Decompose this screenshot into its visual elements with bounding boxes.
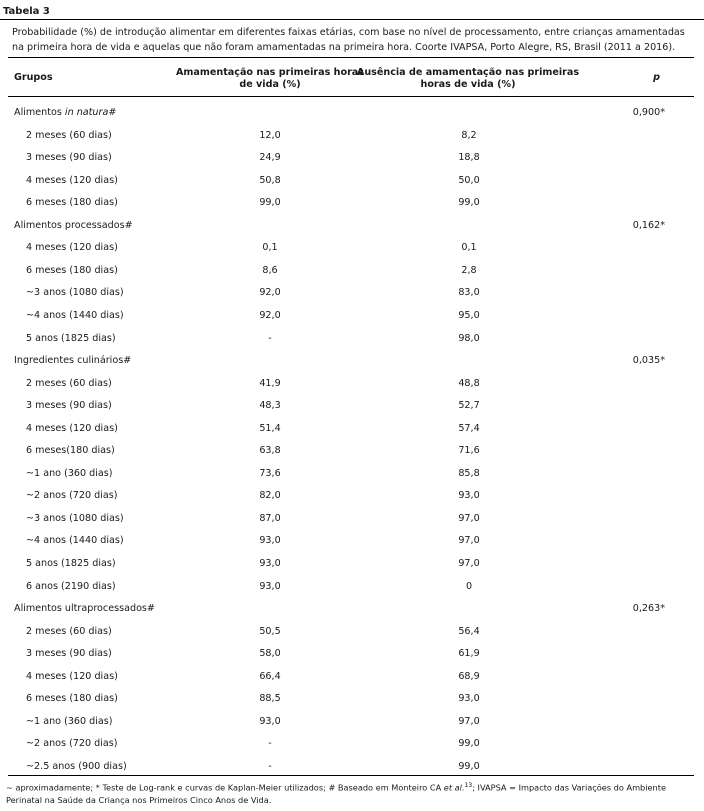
cell-breastfed: 12,0 (259, 129, 281, 141)
row-label: 6 meses(180 dias) (26, 445, 115, 457)
group-row (0, 603, 704, 626)
cell-breastfed: 82,0 (259, 490, 281, 502)
cell-not-breastfed: 98,0 (458, 332, 480, 344)
cell-breastfed: - (268, 332, 272, 344)
row-label: 4 meses (120 dias) (26, 174, 118, 186)
group-row (0, 220, 704, 243)
row-label: ~2 anos (720 dias) (26, 738, 118, 750)
footnote (6, 780, 696, 806)
cell-not-breastfed: 0,1 (461, 242, 477, 254)
table-row (0, 333, 704, 356)
header-grupos: Grupos (14, 72, 53, 83)
table-row (0, 423, 704, 446)
table-row (0, 445, 704, 468)
cell-not-breastfed: 95,0 (458, 309, 480, 321)
cell-p-value: 0,035* (632, 355, 665, 367)
cell-not-breastfed: 52,7 (458, 400, 480, 412)
cell-not-breastfed: 71,6 (458, 445, 480, 457)
cell-not-breastfed: 18,8 (458, 152, 480, 164)
row-label: 4 meses (120 dias) (26, 242, 118, 254)
row-label: 3 meses (90 dias) (26, 648, 112, 660)
table-row (0, 738, 704, 761)
header-p: p (653, 72, 660, 83)
header-col-b-line2: horas de vida (%) (420, 79, 516, 90)
table-caption: Probabilidade (%) de introdução alimentar em diferentes faixas etárias, com base no nível de processamento, entre crianças amamentadas na primeira hora de vida e aquelas que não foram amamentadas na primeira hora. Coorte IVAPSA, Porto Alegre, RS, Brasil (2011 a 2016). (12, 27, 685, 53)
row-label: ~3 anos (1080 dias) (26, 512, 124, 524)
group-label: Ingredientes culinários# (14, 355, 132, 367)
cell-not-breastfed: 99,0 (458, 738, 480, 750)
cell-p-value: 0,162* (632, 219, 665, 231)
table-row (0, 197, 704, 220)
cell-not-breastfed: 99,0 (458, 760, 480, 772)
table-row (0, 242, 704, 265)
cell-breastfed: 73,6 (259, 467, 281, 479)
group-label (14, 107, 116, 118)
cell-not-breastfed: 56,4 (458, 625, 480, 637)
cell-breastfed: - (268, 760, 272, 772)
table-row (0, 265, 704, 288)
header-col-b (348, 67, 588, 91)
group-row (0, 107, 704, 130)
cell-not-breastfed: 0 (465, 580, 473, 592)
cell-breastfed: 93,0 (259, 535, 281, 547)
cell-breastfed: 63,8 (259, 445, 281, 457)
group-label-suffix: # (108, 107, 117, 118)
cell-not-breastfed: 2,8 (461, 264, 477, 276)
cell-not-breastfed: 57,4 (458, 422, 480, 434)
group-label: Alimentos processados# (14, 219, 133, 231)
cell-not-breastfed: 61,9 (458, 648, 480, 660)
row-label: ~2.5 anos (900 dias) (26, 760, 127, 772)
cell-breastfed: 66,4 (259, 670, 281, 682)
row-label: ~1 ano (360 dias) (26, 467, 113, 479)
cell-breastfed: 87,0 (259, 512, 281, 524)
row-label: ~4 anos (1440 dias) (26, 309, 124, 321)
row-label: ~3 anos (1080 dias) (26, 287, 124, 299)
row-label: 4 meses (120 dias) (26, 670, 118, 682)
group-label-text: Alimentos (14, 107, 65, 118)
cell-breastfed: 93,0 (259, 558, 281, 569)
cell-not-breastfed: 97,0 (458, 715, 480, 727)
cell-breastfed: 50,5 (259, 625, 281, 637)
footnote-part2: ; IVAPSA = Impacto das Variações do Ambiente Perinatal na Saúde da Criança nos Primeiros Cinco Anos de Vida. (6, 782, 666, 805)
header-rule (8, 96, 694, 97)
bottom-rule (8, 775, 694, 776)
footnote-part1: ~ aproximadamente; * Teste de Log-rank e curvas de Kaplan-Meier utilizados; # Baseado em Monteiro CA (6, 782, 444, 793)
group-label: Alimentos ultraprocessados# (14, 603, 155, 615)
table-row (0, 626, 704, 649)
row-label: 2 meses (60 dias) (26, 377, 112, 389)
row-label: 6 meses (180 dias) (26, 693, 118, 705)
header-col-a-line2: de vida (%) (239, 79, 301, 90)
cell-breastfed: 92,0 (259, 309, 281, 321)
table-row (0, 716, 704, 739)
cell-not-breastfed: 48,8 (458, 377, 480, 389)
cell-not-breastfed: 97,0 (458, 512, 480, 524)
cell-breastfed: 48,3 (259, 400, 281, 412)
table-row (0, 175, 704, 198)
row-label: 6 anos (2190 dias) (26, 580, 116, 592)
cell-not-breastfed: 93,0 (458, 693, 480, 705)
caption-rule (8, 57, 694, 58)
cell-breastfed: 50,8 (259, 174, 281, 186)
table-row (0, 558, 704, 581)
row-label: ~2 anos (720 dias) (26, 490, 118, 502)
cell-not-breastfed: 93,0 (458, 490, 480, 502)
cell-breastfed: 92,0 (259, 287, 281, 299)
table-row (0, 400, 704, 423)
table-title: Tabela 3 (0, 3, 704, 20)
table-row (0, 490, 704, 513)
row-label: 4 meses (120 dias) (26, 422, 118, 434)
row-label: 6 meses (180 dias) (26, 264, 118, 276)
cell-breastfed: 24,9 (259, 152, 281, 164)
table-row (0, 287, 704, 310)
group-row (0, 355, 704, 378)
row-label: 3 meses (90 dias) (26, 152, 112, 164)
cell-not-breastfed: 97,0 (458, 535, 480, 547)
cell-breastfed: 51,4 (259, 422, 281, 434)
cell-breastfed: 88,5 (259, 693, 281, 705)
cell-not-breastfed: 8,2 (461, 129, 477, 141)
cell-not-breastfed: 50,0 (458, 174, 480, 186)
cell-not-breastfed: 97,0 (458, 558, 480, 569)
cell-not-breastfed: 85,8 (458, 467, 480, 479)
table-row (0, 378, 704, 401)
table-row (0, 310, 704, 333)
table-row (0, 648, 704, 671)
cell-breastfed: 99,0 (259, 197, 281, 209)
cell-not-breastfed: 68,9 (458, 670, 480, 682)
row-label: 3 meses (90 dias) (26, 400, 112, 412)
row-label: 5 anos (1825 dias) (26, 558, 116, 569)
cell-breastfed: 93,0 (259, 580, 281, 592)
cell-breastfed: 0,1 (262, 242, 278, 254)
cell-breastfed: - (268, 738, 272, 750)
table-row (0, 152, 704, 175)
cell-breastfed: 58,0 (259, 648, 281, 660)
cell-breastfed: 93,0 (259, 715, 281, 727)
header-col-a-line1: Amamentação nas primeiras horas (175, 67, 364, 78)
table-row (0, 581, 704, 604)
header-col-b-line1: Ausência de amamentação nas primeiras (356, 67, 580, 78)
row-label: 2 meses (60 dias) (26, 625, 112, 637)
row-label: 5 anos (1825 dias) (26, 332, 116, 344)
table-row (0, 671, 704, 694)
table-row (0, 693, 704, 716)
cell-p-value: 0,900* (632, 107, 665, 118)
cell-breastfed: 41,9 (259, 377, 281, 389)
row-label: ~1 ano (360 dias) (26, 715, 113, 727)
table-row (0, 513, 704, 536)
row-label: 6 meses (180 dias) (26, 197, 118, 209)
row-label: ~4 anos (1440 dias) (26, 535, 124, 547)
cell-p-value: 0,263* (632, 603, 665, 615)
footnote-et-al: et al. (443, 782, 465, 793)
group-label-italic: in natura (64, 107, 109, 118)
cell-not-breastfed: 83,0 (458, 287, 480, 299)
cell-breastfed: 8,6 (262, 264, 278, 276)
row-label: 2 meses (60 dias) (26, 129, 112, 141)
cell-not-breastfed: 99,0 (458, 197, 480, 209)
table-row (0, 130, 704, 153)
footnote-ref: 13 (464, 782, 473, 789)
table-row (0, 468, 704, 491)
table-row (0, 535, 704, 558)
